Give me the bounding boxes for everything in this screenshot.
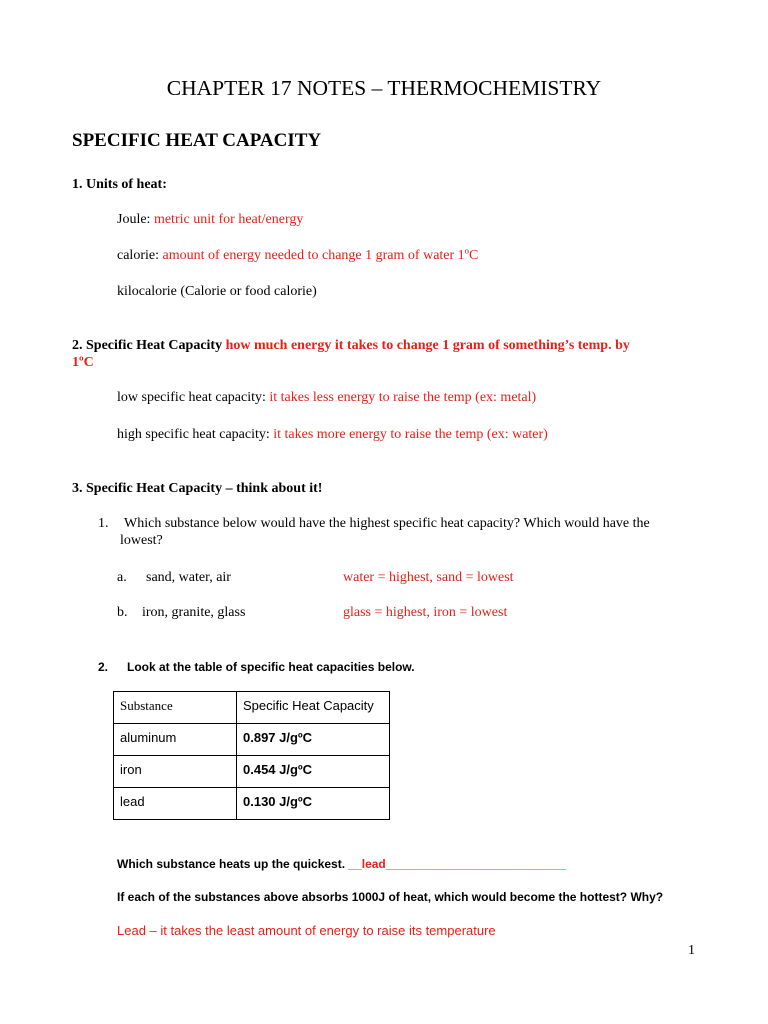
calorie-answer: amount of energy needed to change 1 gram of water 1ºC bbox=[162, 248, 479, 263]
think-heading: 3. Specific Heat Capacity – think about it! bbox=[72, 481, 323, 496]
units-heading: 1. Units of heat: bbox=[72, 177, 167, 192]
option-b-items: iron, granite, glass bbox=[142, 605, 246, 620]
high-shc-line bbox=[117, 427, 548, 443]
low-shc-line bbox=[117, 390, 536, 406]
table-cell-value: 0.454 J/gºC bbox=[237, 756, 390, 788]
quickest-question-line bbox=[117, 857, 566, 871]
high-shc-label: high specific heat capacity: bbox=[117, 427, 274, 442]
shc-heading: 2. Specific Heat Capacity bbox=[72, 338, 226, 353]
quickest-answer: __lead___________________________ bbox=[348, 857, 566, 871]
shc-definition-cont: 1ºC bbox=[72, 355, 94, 370]
table-row bbox=[114, 756, 390, 788]
quickest-question: Which substance heats up the quickest. bbox=[117, 857, 349, 871]
joule-line bbox=[117, 212, 303, 228]
page-title: CHAPTER 17 NOTES – THERMOCHEMISTRY bbox=[166, 76, 602, 100]
q1-number: 1. bbox=[98, 516, 109, 531]
option-a-items: sand, water, air bbox=[146, 570, 231, 585]
shc-definition: how much energy it takes to change 1 gram of something’s temp. by bbox=[225, 338, 630, 353]
q2-text: Look at the table of specific heat capacities below. bbox=[127, 660, 415, 674]
option-a-answer: water = highest, sand = lowest bbox=[343, 570, 514, 585]
joule-label: Joule: bbox=[117, 212, 154, 227]
section-heading: SPECIFIC HEAT CAPACITY bbox=[72, 130, 322, 151]
table-cell-value: 0.130 J/gºC bbox=[237, 788, 390, 820]
option-a-label: a. bbox=[117, 570, 127, 585]
calorie-label: calorie: bbox=[117, 248, 163, 263]
q2-number: 2. bbox=[98, 660, 109, 674]
page-number: 1 bbox=[688, 943, 695, 958]
calorie-line bbox=[117, 248, 478, 264]
option-b-answer: glass = highest, iron = lowest bbox=[343, 605, 508, 620]
kilocalorie-line: kilocalorie (Calorie or food calorie) bbox=[117, 284, 317, 299]
table-header-row bbox=[114, 692, 390, 724]
hottest-question: If each of the substances above absorbs 1000J of heat, which would become the hottest? Why? bbox=[117, 890, 664, 904]
q1-text-cont: lowest? bbox=[120, 533, 163, 548]
joule-answer: metric unit for heat/energy bbox=[153, 212, 304, 227]
table-cell-substance: lead bbox=[114, 788, 237, 820]
low-shc-answer: it takes less energy to raise the temp (ex: metal) bbox=[269, 390, 537, 405]
table-row bbox=[114, 724, 390, 756]
low-shc-label: low specific heat capacity: bbox=[117, 390, 270, 405]
table-header-shc: Specific Heat Capacity bbox=[237, 692, 390, 724]
shc-heading-line bbox=[72, 338, 630, 354]
option-b-label: b. bbox=[117, 605, 128, 620]
table-header-substance: Substance bbox=[114, 692, 237, 724]
table-cell-substance: iron bbox=[114, 756, 237, 788]
table-cell-substance: aluminum bbox=[114, 724, 237, 756]
table-cell-value: 0.897 J/gºC bbox=[237, 724, 390, 756]
q1-text: Which substance below would have the highest specific heat capacity? Which would have the bbox=[124, 516, 650, 531]
high-shc-answer: it takes more energy to raise the temp (ex: water) bbox=[273, 427, 548, 442]
table-row bbox=[114, 788, 390, 820]
hottest-answer: Lead – it takes the least amount of energy to raise its temperature bbox=[117, 923, 496, 938]
specific-heat-table bbox=[113, 691, 390, 820]
